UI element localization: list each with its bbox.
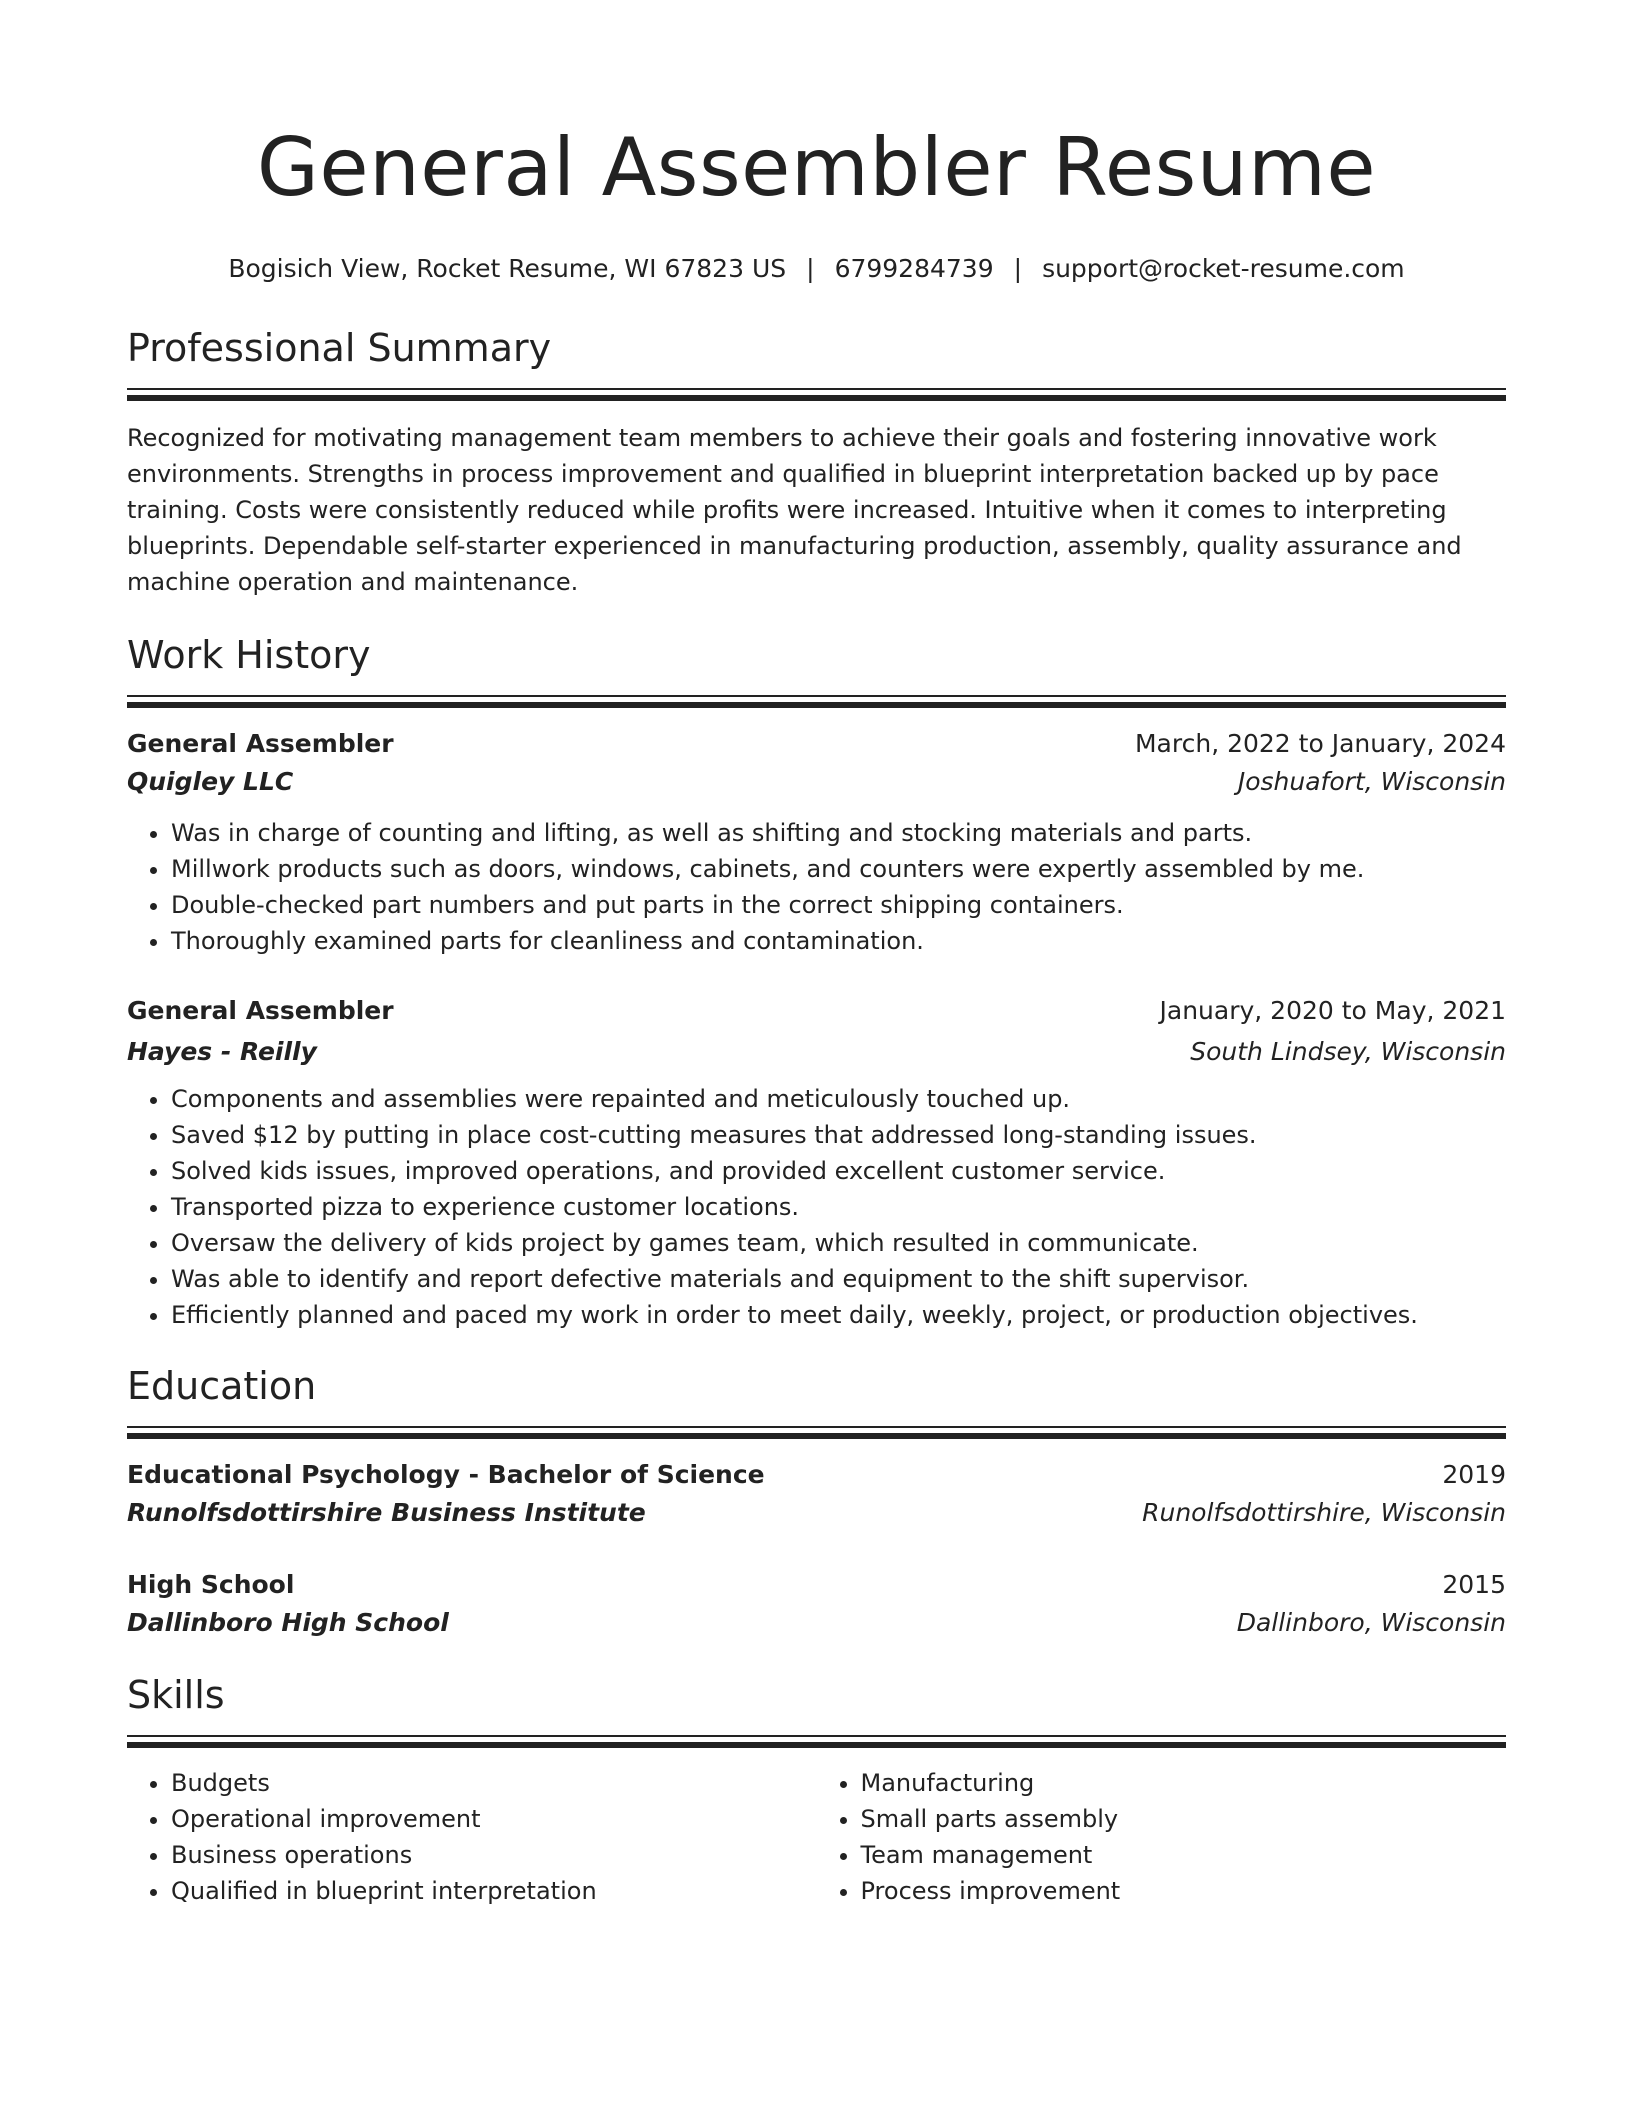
skill-item: • Manufacturing — [861, 1765, 1507, 1801]
work-history-section — [127, 632, 1506, 1333]
job-location: Joshuafort, Wisconsin — [1237, 767, 1506, 796]
skill-item: • Small parts assembly — [861, 1801, 1507, 1837]
job-duties — [127, 815, 1506, 959]
job-duty: • Millwork products such as doors, windows, cabinets, and counters were expertly assembled by me. — [171, 851, 1506, 887]
skill-item: • Qualified in blueprint interpretation — [171, 1873, 817, 1909]
job-duty: • Saved $12 by putting in place cost-cutting measures that addressed long-standing issues. — [171, 1117, 1506, 1153]
education-entry — [127, 1456, 1506, 1532]
contact-separator: | — [806, 254, 815, 283]
contact-separator: | — [1013, 254, 1023, 283]
job-duty: • Transported pizza to experience customer locations. — [171, 1189, 1506, 1225]
contact-line — [127, 253, 1506, 285]
skill-item: • Operational improvement — [171, 1801, 817, 1837]
skills-list-left — [127, 1765, 817, 1909]
section-divider — [127, 1426, 1506, 1438]
graduation-year: 2015 — [1442, 1570, 1506, 1599]
job-entry — [127, 725, 1506, 959]
job-dates: January, 2020 to May, 2021 — [1159, 996, 1506, 1025]
skill-item: • Process improvement — [861, 1873, 1507, 1909]
education-entry — [127, 1566, 1506, 1642]
school-name: Runolfsdottirshire Business Institute — [127, 1498, 646, 1527]
school-location: Dallinboro, Wisconsin — [1236, 1608, 1506, 1637]
resume-title: General Assembler Resume — [256, 121, 1377, 214]
summary-heading: Professional Summary — [127, 326, 552, 370]
job-title: General Assembler — [127, 996, 394, 1025]
skills-columns — [127, 1765, 1506, 1909]
job-duty: • Oversaw the delivery of kids project by games team, which resulted in communicate. — [171, 1225, 1506, 1261]
skill-item: • Business operations — [171, 1837, 817, 1873]
degree: Educational Psychology - Bachelor of Science — [127, 1460, 765, 1489]
job-duty: • Components and assemblies were repainted and meticulously touched up. — [171, 1081, 1506, 1117]
job-company: Quigley LLC — [127, 767, 294, 796]
job-duty: • Efficiently planned and paced my work in order to meet daily, weekly, project, or production objectives. — [171, 1297, 1506, 1333]
job-entry — [127, 992, 1506, 1333]
job-location: South Lindsey, Wisconsin — [1190, 1037, 1506, 1066]
job-duty: • Was able to identify and report defective materials and equipment to the shift supervisor. — [171, 1261, 1506, 1297]
skills-heading: Skills — [127, 1673, 225, 1717]
summary-section — [127, 325, 1506, 600]
job-company: Hayes - Reilly — [127, 1037, 317, 1066]
school-location: Runolfsdottirshire, Wisconsin — [1142, 1498, 1506, 1527]
skill-item: • Budgets — [171, 1765, 817, 1801]
school-name: Dallinboro High School — [127, 1608, 449, 1637]
summary-text: Recognized for motivating management team members to achieve their goals and fostering innovative work environments. Strengths in process improvement and qualified in blueprint interpretation backed up by pace training. Costs were consistently reduced while profits were increased. Intuitive when it comes to interpreting blueprints. Dependable self-starter experienced in manufacturing production, assembly, quality assurance and machine operation and maintenance. — [127, 424, 1462, 596]
graduation-year: 2019 — [1442, 1460, 1506, 1489]
job-duty: • Was in charge of counting and lifting, as well as shifting and stocking materials and parts. — [171, 815, 1506, 851]
contact-address: Bogisich View, Rocket Resume, WI 67823 US — [228, 254, 787, 283]
section-divider — [127, 1735, 1506, 1747]
work-history-heading: Work History — [127, 633, 371, 677]
skill-item: • Team management — [861, 1837, 1507, 1873]
job-duty: • Double-checked part numbers and put parts in the correct shipping containers. — [171, 887, 1506, 923]
section-divider — [127, 695, 1506, 707]
job-title: General Assembler — [127, 729, 394, 758]
skills-section — [127, 1672, 1506, 1909]
contact-phone: 6799284739 — [834, 254, 994, 283]
job-duty: • Thoroughly examined parts for cleanliness and contamination. — [171, 923, 1506, 959]
degree: High School — [127, 1570, 295, 1599]
job-duty: • Solved kids issues, improved operations, and provided excellent customer service. — [171, 1153, 1506, 1189]
skills-list-right — [817, 1765, 1507, 1909]
section-divider — [127, 388, 1506, 400]
job-duties — [127, 1081, 1506, 1333]
contact-email: support@rocket-resume.com — [1042, 254, 1405, 283]
education-heading: Education — [127, 1364, 317, 1408]
education-section — [127, 1363, 1506, 1642]
job-dates: March, 2022 to January, 2024 — [1134, 729, 1506, 758]
